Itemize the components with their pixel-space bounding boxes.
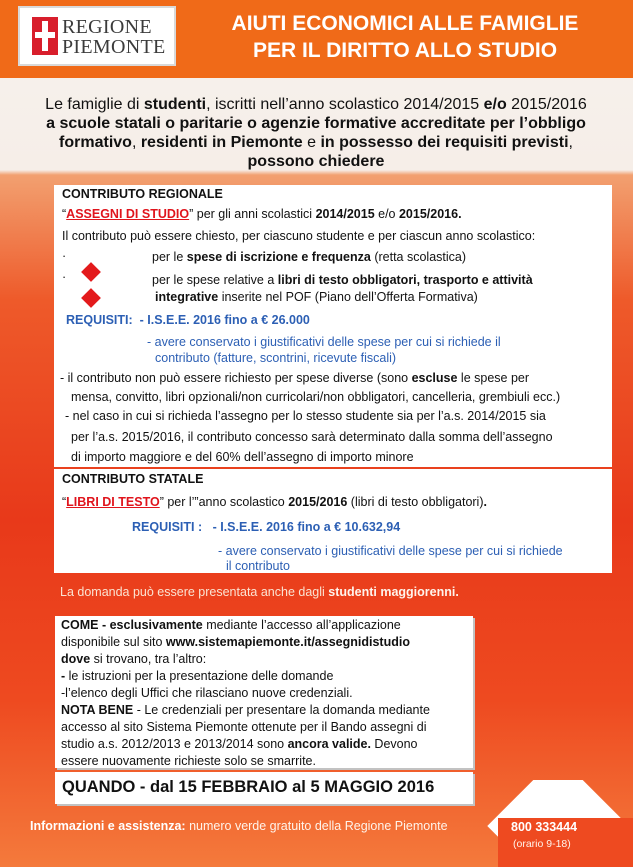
regional-requirements <box>66 311 310 329</box>
come-l3-bold: dove <box>61 652 91 666</box>
come-l3-post: si trovano, tra l’altro: <box>90 652 207 666</box>
item1-bold: spese di iscrizione e frequenza <box>186 250 371 264</box>
come-line-5: -l’elenco degli Uffici che rilasciano nuove credenziali. <box>61 686 353 700</box>
regional-note-2b: per l’a.s. 2015/2016, il contributo concesso sarà determinato dalla somma dell’assegno <box>71 430 553 444</box>
intro-students: studenti <box>143 96 207 113</box>
regional-quote-open: “ <box>62 207 67 221</box>
footer-bold: Informazioni e assistenza: <box>30 819 186 833</box>
intro-line-4: possono chiedere <box>247 153 385 170</box>
regional-req-2b: contributo (fatture, scontrini, ricevute fiscali) <box>155 351 397 365</box>
state-req-label: REQUISITI : <box>132 520 203 534</box>
title-line-1: AIUTI ECONOMICI ALLE FAMIGLIE <box>231 12 579 35</box>
come-l8-pre: studio a.s. 2012/2013 e 2013/2014 sono <box>61 737 288 751</box>
note1a-pre: - il contributo non può essere richiesto per spese diverse (sono <box>60 371 412 385</box>
come-l1-bold: COME - esclusivamente <box>61 618 203 632</box>
item2-bold-1: libri di testo obbligatori, trasporto e attività <box>277 273 533 287</box>
cross-emblem-icon <box>32 17 58 55</box>
page-title <box>190 10 620 64</box>
sistemapiemonte-link[interactable]: www.sistemapiemonte.it/assegnidistudio <box>165 635 410 649</box>
how-to-apply-panel <box>55 616 473 768</box>
maggiorenni-bold: studenti maggiorenni. <box>328 585 459 599</box>
item2-pre: per le spese relative a <box>152 273 278 287</box>
regional-item-1 <box>152 248 466 266</box>
regional-note-1b: mensa, convitto, libri opzionali/non curricolari/non obbligatori, cancelleria, grembiuli ecc.) <box>71 390 561 404</box>
maggiorenni-pre: La domanda può essere presentata anche dagli <box>60 585 329 599</box>
intro-t5: 2015/2016 <box>506 96 587 113</box>
come-line-6 <box>61 701 430 719</box>
logo-line-2: PIEMONTE <box>62 36 166 58</box>
logo-text <box>62 17 172 57</box>
regional-item-2-line-1 <box>152 271 533 289</box>
state-quote-open: “ <box>62 495 67 509</box>
assegni-di-studio-label: ASSEGNI DI STUDIO <box>66 207 190 221</box>
intro-t3: , iscritti nell’anno scolastico 2014/2015 <box>206 96 484 113</box>
deadline-text: QUANDO - dal 15 FEBBRAIO al 5 MAGGIO 2016 <box>62 778 435 796</box>
come-line-2 <box>61 633 410 651</box>
intro-l3a: formativo <box>59 134 132 151</box>
deadline-panel <box>55 772 473 804</box>
maggiorenni-note <box>60 585 459 599</box>
bullet-dot-2: · <box>62 270 67 284</box>
state-post: (libri di testo obbligatori) <box>347 495 484 509</box>
intro-l3c: residenti in Piemonte <box>140 134 303 151</box>
state-req-isee: - I.S.E.E. 2016 fino a € 10.632,94 <box>212 520 401 534</box>
item1-post: (retta scolastica) <box>370 250 467 264</box>
come-l2-pre: disponibile sul sito <box>61 635 166 649</box>
regional-subtitle <box>62 205 462 223</box>
item2-post: inserite nel POF (Piano dell’Offerta Formativa) <box>218 290 478 304</box>
come-line-7: accesso al sito Sistema Piemonte ottenute per il Bando assegni di <box>61 720 427 734</box>
note1a-bold: escluse <box>411 371 458 385</box>
regional-note-2c: di importo maggiore e del 60% dell’assegno di importo minore <box>71 450 414 464</box>
red-diamond-icon <box>81 262 101 282</box>
come-l6-bold: NOTA BENE <box>61 703 134 717</box>
title-line-2: PER IL DIRITTO ALLO STUDIO <box>252 39 558 62</box>
footer-text: numero verde gratuito della Regione Piemonte <box>185 819 448 833</box>
regional-intro: Il contributo può essere chiesto, per ciascuno studente e per ciascun anno scolastico: <box>62 229 536 243</box>
state-heading: CONTRIBUTO STATALE <box>62 472 204 486</box>
state-post-dot: . <box>483 495 487 509</box>
regional-req-2a: - avere conservato i giustificativi delle spese per cui si richiede il <box>147 335 501 349</box>
come-line-9: essere nuovamente richieste solo se smarrite. <box>61 754 316 768</box>
state-req-2b: il contributo <box>226 559 290 573</box>
toll-free-number[interactable]: 800 333444 <box>511 820 578 834</box>
regione-piemonte-logo <box>18 6 176 66</box>
regional-years-mid: e/o <box>374 207 399 221</box>
office-hours: (orario 9-18) <box>513 838 571 850</box>
intro-t1: Le famiglie di <box>45 96 144 113</box>
intro-l3b: , <box>131 134 141 151</box>
come-line-3 <box>61 650 206 668</box>
intro-l3d: e <box>302 134 321 151</box>
regional-year-b: 2015/2016. <box>398 207 462 221</box>
intro-line-3 <box>30 133 602 152</box>
come-line-8 <box>61 735 418 753</box>
come-l4-post: le istruzioni per la presentazione delle domande <box>65 669 334 683</box>
state-subtitle <box>62 493 487 511</box>
regional-note-2a: - nel caso in cui si richieda l’assegno per lo stesso studente sia per l’a.s. 2014/2015 sia <box>65 409 546 423</box>
state-after-label: ” per l’”anno scolastico <box>159 495 289 509</box>
item2-bold-2: integrative <box>155 290 219 304</box>
regional-req-label: REQUISITI: <box>66 313 133 327</box>
state-contribution-panel <box>54 469 612 573</box>
intro-and-or: e/o <box>483 96 507 113</box>
regional-req-isee: - I.S.E.E. 2016 fino a € 26.000 <box>139 313 310 327</box>
come-line-4 <box>61 667 333 685</box>
come-l4-bold: - <box>61 669 66 683</box>
regional-contribution-panel <box>54 185 612 467</box>
regional-item-2-line-2 <box>155 288 478 306</box>
state-requirements <box>132 518 400 536</box>
intro-line-1 <box>30 95 602 114</box>
regional-heading: CONTRIBUTO REGIONALE <box>62 187 223 201</box>
libri-di-testo-label: LIBRI DI TESTO <box>66 495 160 509</box>
item1-pre: per le <box>152 250 187 264</box>
logo-line-1: REGIONE <box>62 16 152 38</box>
come-l8-post: Devono <box>370 737 418 751</box>
state-year: 2015/2016 <box>288 495 348 509</box>
footer-info <box>30 819 448 833</box>
note1a-post: le spese per <box>457 371 530 385</box>
regional-year-a: 2014/2015 <box>315 207 375 221</box>
regional-after-label: ” per gli anni scolastici <box>189 207 316 221</box>
intro-line-2: a scuole statali o paritarie o agenzie formative accreditate per l’obbligo <box>46 115 586 132</box>
intro-text <box>30 95 602 171</box>
regional-note-1a <box>60 369 529 387</box>
come-l1-post: mediante l’accesso all’applicazione <box>202 618 401 632</box>
bullet-dot-1: · <box>62 249 67 263</box>
come-l8-bold: ancora valide. <box>287 737 371 751</box>
state-req-2a: - avere conservato i giustificativi delle spese per cui si richiede <box>218 544 563 558</box>
red-diamond-icon <box>81 288 101 308</box>
intro-l3e: in possesso dei requisiti previsti <box>320 134 569 151</box>
intro-l3f: , <box>568 134 573 151</box>
come-l6-post: - Le credenziali per presentare la domanda mediante <box>133 703 430 717</box>
come-line-1 <box>61 616 401 634</box>
